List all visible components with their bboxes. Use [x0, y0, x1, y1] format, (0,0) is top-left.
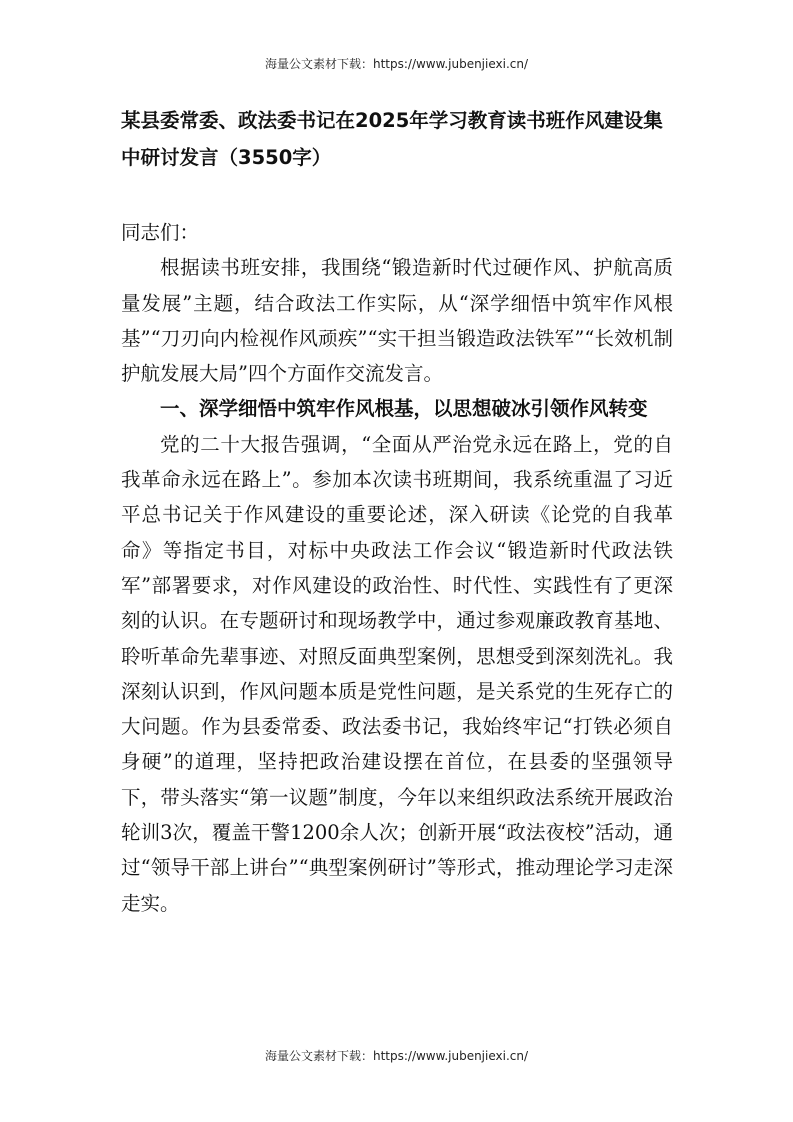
section-1-paragraph: 党的二十大报告强调，“全面从严治党永远在路上，党的自我革命永远在路上”。参加本次读书班期间，我系统重温了习近平总书记关于作风建设的重要论述，深入研读《论党的自我革命》等指定书目，对标中央政法工作会议“锻造新时代政法铁军”部署要求，对作风建设的政治性、时代性、实践性有了更深刻的认识。在专题研讨和现场教学中，通过参观廉政教育基地、聆听革命先辈事迹、对照反面典型案例，思想受到深刻洗礼。我深刻认识到，作风问题本质是党性问题，是关系党的生死存亡的大问题。作为县委常委、政法委书记，我始终牢记“打铁必须自身硬”的道理，坚持把政治建设摆在首位，在县委的坚强领导下，带头落实“第一议题”制度，今年以来组织政法系统开展政治轮训3次，覆盖干警1200余人次；创新开展“政法夜校”活动，通过“领导干部上讲台”“典型案例研讨”等形式，推动理论学习走深走实。 [121, 432, 673, 915]
document-title: 某县委常委、政法委书记在2025年学习教育读书班作风建设集中研讨发言（3550字） [121, 109, 663, 169]
intro-paragraph: 根据读书班安排，我围绕“锻造新时代过硬作风、护航高质量发展”主题，结合政法工作实际，从“深学细悟中筑牢作风根基”“刀刃向内检视作风顽疾”“实干担当锻造政法铁军”“长效机制护航发展大局”四个方面作交流发言。 [121, 256, 673, 386]
salutation: 同志们： [121, 221, 200, 244]
page-header: 海量公文素材下载：https://www.jubenjiexi.cn/ [264, 57, 529, 71]
page-footer: 海量公文素材下载：https://www.jubenjiexi.cn/ [264, 1049, 529, 1063]
section-1-heading: 一、深学细悟中筑牢作风根基，以思想破冰引领作风转变 [160, 397, 648, 421]
document-body [121, 215, 673, 921]
